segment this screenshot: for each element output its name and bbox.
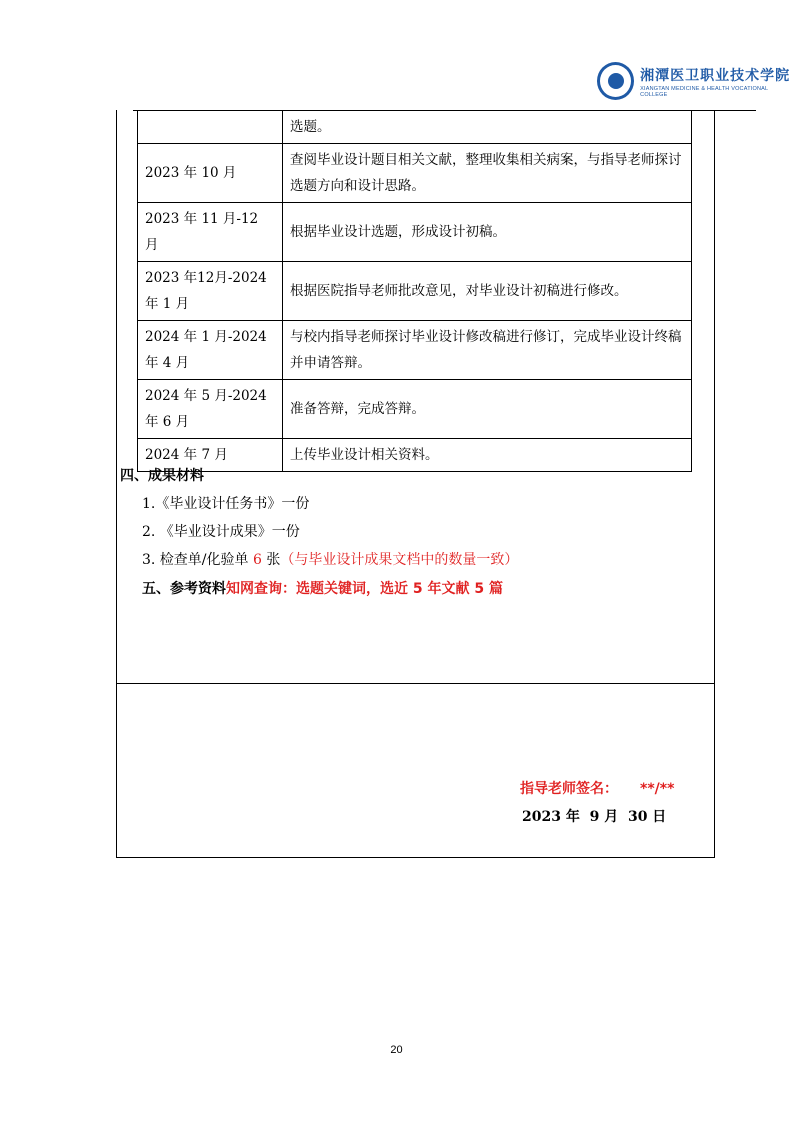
school-logo [597,62,793,100]
signature-value: **/** [640,781,675,797]
schedule-table [137,110,692,472]
table-row [138,380,692,439]
output-item-3 [142,549,518,569]
schedule-task: 根据医院指导老师批改意见，对毕业设计初稿进行修改。 [283,262,692,321]
output-item-3-note: （与毕业设计成果文档中的数量一致） [280,552,519,568]
schedule-task: 选题。 [283,111,692,144]
schedule-date: 2024 年 5 月-2024 年 6 月 [138,380,283,439]
table-row [138,203,692,262]
advisor-signature [520,778,674,798]
schedule-date: 2023 年 10 月 [138,144,283,203]
output-item-3-prefix: 3. 检查单/化验单 [142,552,253,568]
schedule-date [138,111,283,144]
signature-date: 2023 年 9 月 30 日 [522,809,667,825]
schedule-task: 上传毕业设计相关资料。 [283,439,692,472]
table-row [138,321,692,380]
section5-title: 五、参考资料 [142,581,226,597]
schedule-date: 2024 年 7 月 [138,439,283,472]
schedule-date: 2023 年 11 月-12 月 [138,203,283,262]
schedule-date: 2024 年 1 月-2024 年 4 月 [138,321,283,380]
table-row [138,262,692,321]
table-row [138,144,692,203]
school-emblem-icon [597,62,634,100]
schedule-task: 准备答辩，完成答辩。 [283,380,692,439]
section5-line [142,578,503,598]
table-row [138,111,692,144]
page-number: 20 [390,1044,403,1056]
signature-label: 指导老师签名： [520,781,618,797]
schedule-task: 根据毕业设计选题，形成设计初稿。 [283,203,692,262]
section4-title: 四、成果材料 [120,468,204,484]
output-item-3-suffix: 张 [261,552,281,568]
schedule-task: 与校内指导老师探讨毕业设计修改稿进行修订，完成毕业设计终稿并申请答辩。 [283,321,692,380]
table-row [138,439,692,472]
output-item-1: 1.《毕业设计任务书》一份 [142,496,310,512]
schedule-date: 2023 年12月-2024 年 1 月 [138,262,283,321]
school-name-cn: 湘潭医卫职业技术学院 [640,67,791,84]
output-item-3-count: 6 [252,552,262,568]
schedule-task: 查阅毕业设计题目相关文献，整理收集相关病案，与指导老师探讨选题方向和设计思路。 [283,144,692,203]
frame-divider [116,683,715,684]
school-name-en: XIANGTAN MEDICINE & HEALTH VOCATIONAL COLLEGE [640,85,769,98]
section5-note: 知网查询：选题关键词，选近 5 年文献 5 篇 [226,581,503,597]
output-item-2: 2. 《毕业设计成果》一份 [142,524,300,540]
